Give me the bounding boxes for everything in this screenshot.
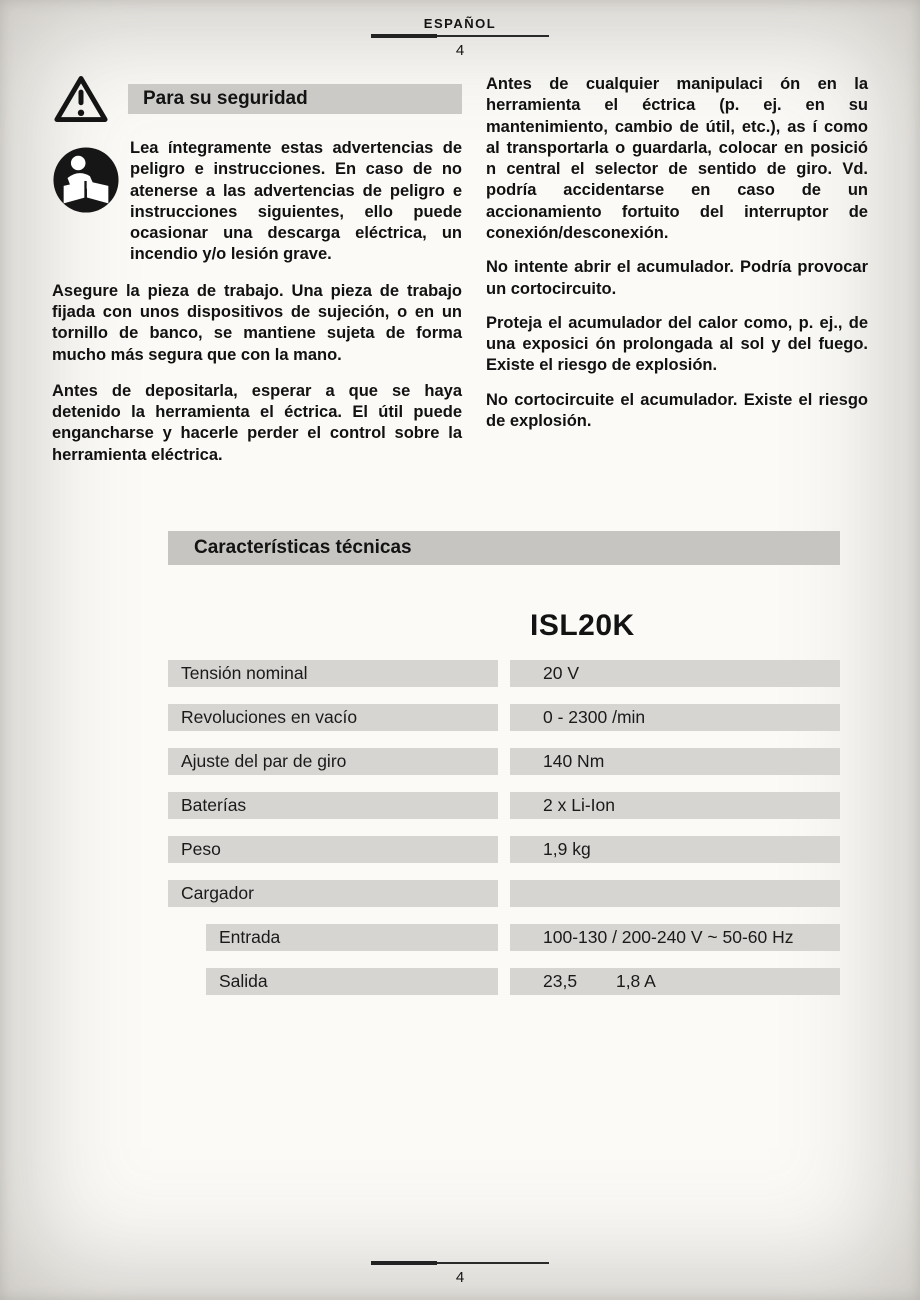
- safety-title-bar: [128, 84, 462, 114]
- row-label: Baterías: [168, 792, 498, 819]
- table-row: [168, 748, 840, 775]
- safety-section-header: [52, 74, 462, 124]
- rule-thick-segment: [371, 34, 437, 38]
- warning-triangle-icon: [52, 74, 110, 124]
- table-row: [168, 836, 840, 863]
- row-value: 100-130 / 200-240 V ~ 50-60 Hz: [510, 924, 840, 951]
- model-name: ISL20K: [530, 609, 635, 642]
- rule-thick-segment: [371, 1261, 437, 1265]
- tech-title: Características técnicas: [194, 537, 412, 558]
- safety-section: [52, 74, 868, 466]
- safety-paragraph: Antes de depositarla, esperar a que se haya detenido la herramienta el éctrica. El útil puede engancharse y hacerle perder el control sobre la herramienta eléctrica.: [52, 381, 462, 464]
- row-value: 1,9 kg: [510, 836, 840, 863]
- row-value: 0 - 2300 /min: [510, 704, 840, 731]
- safety-paragraph: No intente abrir el acumulador. Podría provocar un cortocircuito.: [486, 258, 868, 298]
- row-value: 23,5 1,8 A: [510, 968, 840, 995]
- row-value: 140 Nm: [510, 748, 840, 775]
- language-label: ESPAÑOL: [423, 16, 497, 31]
- row-label: Revoluciones en vacío: [168, 704, 498, 731]
- header-rule: [371, 34, 549, 38]
- safety-right-column: [486, 74, 868, 466]
- row-label: Ajuste del par de giro: [168, 748, 498, 775]
- row-value: 2 x Li-Ion: [510, 792, 840, 819]
- rule-thin-segment: [437, 1262, 549, 1264]
- safety-paragraph: Asegure la pieza de trabajo. Una pieza de trabajo fijada con unos dispositivos de sujeción, o en un tornillo de banco, se mantiene sujeta de forma mucho más segura que con la mano.: [52, 281, 462, 364]
- read-manual-icon: [52, 138, 126, 266]
- tech-section: [168, 531, 840, 1012]
- safety-left-column: [52, 74, 462, 466]
- row-value: 20 V: [510, 660, 840, 687]
- safety-title: Para su seguridad: [143, 88, 308, 109]
- row-value: [510, 880, 840, 907]
- tech-title-bar: [168, 531, 840, 565]
- safety-paragraph: No cortocircuite el acumulador. Existe el riesgo de explosión.: [486, 390, 868, 430]
- table-row: [168, 792, 840, 819]
- row-label: Peso: [168, 836, 498, 863]
- safety-intro-row: [52, 138, 462, 266]
- footer-rule: [371, 1261, 549, 1265]
- tech-table: [168, 660, 840, 995]
- page-footer: [0, 1258, 920, 1286]
- table-row: [168, 704, 840, 731]
- row-label: Entrada: [206, 924, 498, 951]
- safety-paragraph: Antes de cualquier manipulaci ón en la herramienta el éctrica (p. ej. en su mantenimiento, cambio de útil, etc.), as í como al transportarla o guardarla, colocar en posició n central el selector de sentido de giro. Vd. podría accidentarse en caso de un accionamiento fortuito del interruptor de conexión/desconexión.: [486, 75, 868, 242]
- safety-intro-paragraph: Lea íntegramente estas advertencias de peligro e instrucciones. En caso de no atenerse a las advertencias de peligro e instrucciones siguientes, ello puede ocasionar una descarga eléctrica, un incendio y/o lesión grave.: [130, 139, 462, 264]
- page-number-top: 4: [455, 42, 465, 59]
- page-header: [0, 16, 920, 59]
- row-label: Salida: [206, 968, 498, 995]
- page-number-bottom: 4: [455, 1269, 465, 1286]
- safety-paragraph: Proteja el acumulador del calor como, p. ej., de una exposici ón prolongada al sol y del fuego. Existe el riesgo de explosión.: [486, 313, 868, 375]
- table-row: [168, 924, 840, 951]
- table-row: [168, 880, 840, 907]
- row-label: Cargador: [168, 880, 498, 907]
- row-label: Tensión nominal: [168, 660, 498, 687]
- table-row: [168, 660, 840, 687]
- rule-thin-segment: [437, 35, 549, 37]
- table-row: [168, 968, 840, 995]
